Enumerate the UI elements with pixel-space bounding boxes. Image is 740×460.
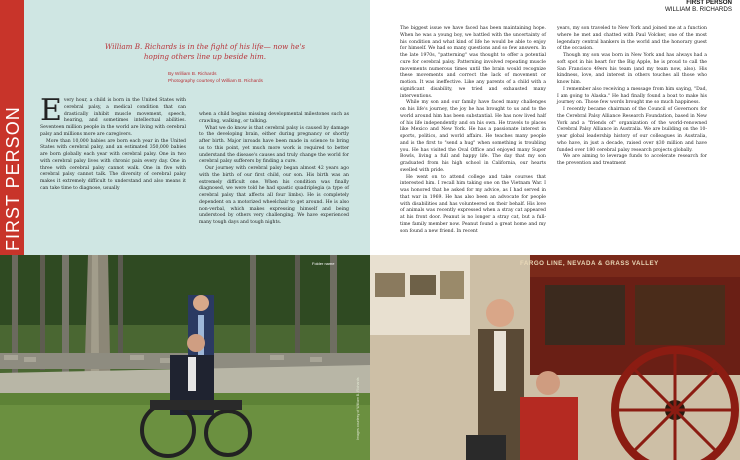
body-paragraph: He went on to attend college and take courses that interested him. I recall him taking one on the Vietnam War. I was honored that he asked for my advice, as I had served in that war in 1969. He has also been an advocate for people with disabilities and has volunteered on their behalf. His love of animals was recently expressed when a stray cat appeared at his front door. Peanut is no longer a stray cat, but a full-time family member now. Peanut found a great home and my son found a new friend. In recent bbox=[400, 174, 546, 234]
body-paragraph: Though my son was born in New York and has always had a soft spot in his heart for the Big Apple, he is proud to call the San Francisco 49ers his team (and my team now, also). His kindness, love, and interest in others touches all those who know him. bbox=[557, 53, 707, 85]
body-column-2 bbox=[199, 112, 349, 227]
body-paragraph: What we do know is that cerebral palsy is caused by damage to the developing brain, either during pregnancy or shortly after birth. Major inroads have been made in science to bring us to this point, yet much more work is required to better understand the disease's causes and truly change the world for cerebral palsy sufferers by finding a cure. bbox=[199, 125, 349, 165]
section-tab-label: FIRST PERSON bbox=[3, 106, 23, 251]
article-deck: William B. Richards is in the fight of his life— now he's hoping others line up beside him. bbox=[104, 42, 306, 61]
photo-stagecoach-portrait bbox=[370, 255, 740, 460]
body-column-4 bbox=[557, 26, 707, 168]
body-paragraph: We are aiming to leverage funds to accelerate research for the prevention and treatment bbox=[557, 154, 707, 166]
body-paragraph: years, my son traveled to New York and joined me at a function where he met and chatted with Paul Volcker, one of the most legendary central bankers in the world and the honorary guest of the occasion. bbox=[557, 26, 707, 52]
running-head-author: WILLIAM B. RICHARDS bbox=[664, 5, 732, 13]
forest-photo-illustration bbox=[0, 255, 370, 460]
body-paragraph: when a child begins missing developmental milestones such as crawling, walking, or talking. bbox=[199, 112, 349, 124]
photo-forest-portrait bbox=[0, 255, 370, 460]
body-paragraph: I remember also receiving a message from him saying, "Dad, I am going to Alaska." He had finally found a boat to make his journey on. Those few words brought me so much happiness. bbox=[557, 86, 707, 106]
paragraph-text: very hour, a child is born in the United States with cerebral palsy, a medical condition that can drastically inhibit muscle movement, speech, hearing, and sometimes intellectual abilities. Seventeen million people in the world are living with cerebral palsy and millions more are caregivers. bbox=[40, 98, 186, 137]
running-head bbox=[665, 0, 732, 13]
wagon-sign-text: FARGO LINE, NEVADA & GRASS VALLEY bbox=[520, 260, 659, 267]
body-column-1 bbox=[40, 93, 186, 193]
body-paragraph: I recently became chairman of the Council of Governors for the Cerebral Palsy Alliance Research Foundation, based in New York and a "friends of" organization of the world-renowned Cerebral Palsy Alliance in Australia. We are building on the 10-year global leadership history of our colleagues in Australia, who have, in just a decade, raised over $30 million and have funded over 180 cerebral palsy research projects globally. bbox=[557, 107, 707, 153]
body-paragraph: The biggest issue we have faced has been maintaining hope. When he was a young boy, we battled with the uncertainty of his condition and what kind of life he would be able to enjoy for himself. We had so many questions and so few answers. In the late 1970s, "patterning" was thought to offer a potential cure for cerebral palsy. Patterning involved repeating muscle movements numerous times until the brain would recognize these movements and correct the lack of movement or motion. It was ineffective. Like any parents of a child with a significant disability, we tried and exhausted many interventions. bbox=[400, 26, 546, 99]
drop-cap: E bbox=[40, 93, 62, 128]
body-column-3 bbox=[400, 26, 546, 235]
body-paragraph bbox=[40, 93, 186, 139]
photo-credit-vertical: Images courtesy of William B. Richards bbox=[356, 377, 360, 440]
body-paragraph: Our journey with cerebral palsy began almost 42 years ago with the birth of our first child, our son. His birth was an extremely difficult one. When his condition was finally diagnosed, we were told he had spastic quadriplegia (a type of cerebral palsy that affects all four limbs). He is completely dependent on a motorized wheelchair to get around. He is also non-verbal, which makes expressing himself and being understood by others very challenging. We have experienced many tough days and tough nights. bbox=[199, 166, 349, 225]
body-paragraph: More than 10,000 babies are born each year in the United States with cerebral palsy, and an estimated 350,000 babies are born globally each year with cerebral palsy. One in two with cerebral palsy lives with chronic pain every day. One in three with cerebral palsy cannot walk. One in five with cerebral palsy cannot talk. The diversity of cerebral palsy makes it extremely difficult to understand and also means it can take time to diagnose, usually bbox=[40, 138, 186, 191]
body-paragraph: While my son and our family have faced many challenges on his life's journey, the joy he has brought to us and to the world around him has been substantial. He has now lived half of his life independently and on his own. He travels to places like Mexico and New York. He has a passionate interest in sports, politics, and world affairs. He teaches many people and is the first to "send a hug" when something is troubling you. He has visited the Oval Office and enjoyed many Super Bowls, living a full and happy life. The day that my son graduated from his high school in California, our hearts swelled with pride. bbox=[400, 100, 546, 173]
byline bbox=[168, 72, 288, 85]
running-head-section: FIRST PERSON bbox=[686, 0, 732, 6]
author-line: By William B. Richards bbox=[168, 72, 217, 77]
stagecoach-photo-illustration bbox=[370, 255, 740, 460]
photo-credit-line: Photography courtesy of William B. Richards bbox=[168, 78, 263, 84]
photo-credit-left: Folder name bbox=[312, 261, 335, 266]
section-tab-band bbox=[0, 0, 24, 255]
